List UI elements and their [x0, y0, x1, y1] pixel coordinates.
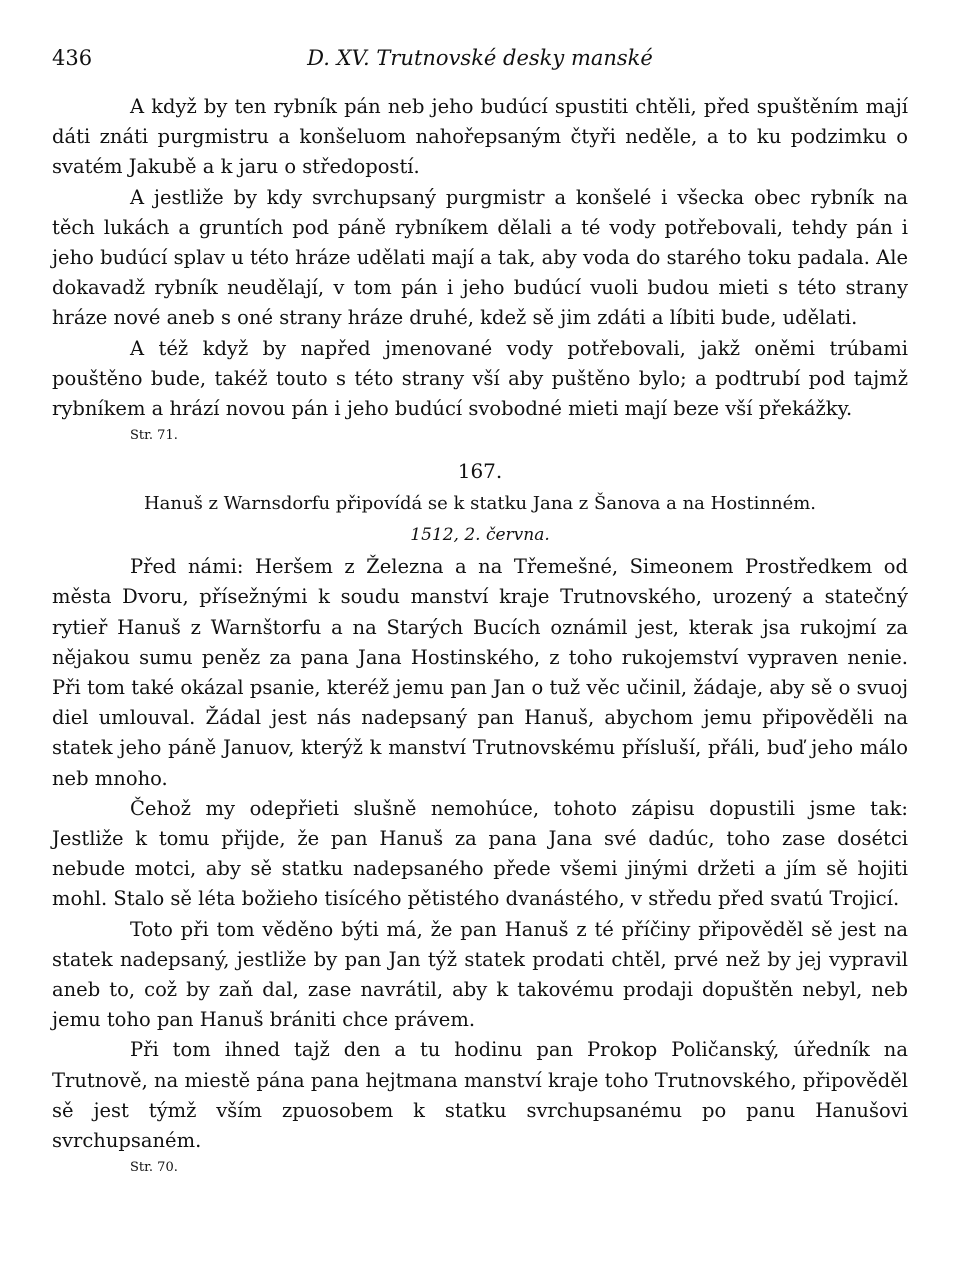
paragraph: Toto při tom věděno býti má, že pan Hanuš z té příčiny připověděl sě jest na statek nadepsaný, jestliže by pan Jan týž statek prodati chtěl, prvé než by jej vypravil aneb to, což by zaň dal, zase navrátil, aby k takovému prodaji dopuštěn nebyl, neb jemu toho pan Hanuš brániti chce právem.: [52, 917, 908, 1032]
document-heading: Hanuš z Warnsdorfu připovídá se k statku Jana z Šanova a na Hostinném.: [143, 493, 817, 515]
document-date: 1512, 2. června.: [410, 525, 550, 546]
paragraph: A též když by napřed jmenované vody potřebovali, jakž oněmi trúbami pouštěno bude, takéž touto s této strany vší aby puštěno bylo; a podtrubí pod tajmž rybníkem a hrází novou pán i jeho budúcí svobodné mieti mají beze vší překážky.: [52, 336, 908, 421]
running-head: [52, 42, 908, 76]
page-number: 436: [52, 46, 93, 70]
paragraph: A jestliže by kdy svrchupsaný purgmistr a konšelé i všecka obec rybník na těch lukách a gruntích pod páně rybníkem dělali a té vody potřebovali, tehdy pán i jeho budúcí splav u této hráze udělati mají a tak, aby voda do starého toku padala. Ale dokavadž rybník neudělají, v tom pán i jeho budúcí vuoli budou mieti s této strany hráze nové aneb s oné strany hráze druhé, kdež sě jim zdáti a líbiti bude, udělati.: [52, 185, 908, 330]
paragraph: A když by ten rybník pán neb jeho budúcí spustiti chtěli, před spuštěním mají dáti znáti purgmistru a konšeluom nahořepsaným čtyři neděle, a to ku podzimku o svatém Jakubě a k jaru o středopostí.: [52, 95, 908, 179]
document-166-end: [52, 92, 908, 448]
paragraph: Čehož my odepřieti slušně nemohúce, tohoto zápisu dopustili jsme tak: Jestliže k tomu přijde, že pan Hanuš za pana Jana své dadúc, toho zase dosétci nebude motci, aby sě statku nadepsaného přede všemi jinými držeti a jím sě hojiti mohl. Stalo sě léta božieho tisícého pětistého dvanástého, v středu před svatú Trojicí.: [52, 796, 908, 911]
paragraph: Před námi: Heršem z Železna a na Třemešné, Simeonem Prostředkem od města Dvoru, přísežnými k soudu manství kraje Trutnovského, urozený a statečný rytieř Hanuš z Warnštorfu a na Starých Bucích oznámil jest, kterak jsa rukojmí za nějakou sumu peněz za pana Jana Hostinského, z toho rukojemství vypraven nenie. Při tom také okázal psanie, kteréž jemu pan Jan o tuž věc učinil, žádaje, aby sě o svuoj diel umlouval. Žádal jest nás nadepsaný pan Hanuš, abychom jemu připověděli na statek jeho páně Januov, kterýž k manství Trutnovskému přísluší, přáli, buď jeho málo neb mnoho.: [52, 555, 908, 790]
source-reference: Str. 71.: [130, 428, 178, 444]
running-title: D. XV. Trutnovské desky manské: [307, 46, 653, 70]
page-body: [52, 92, 908, 1180]
source-reference: Str. 70.: [130, 1160, 178, 1176]
document-number: 167.: [457, 459, 503, 484]
document-167: [52, 454, 908, 1180]
paragraph: Při tom ihned tajž den a tu hodinu pan Prokop Poličanský, úředník na Trutnově, na miestě pána pana hejtmana manství kraje toho Trutnovského, připověděl sě jest týmž vším zpuosobem k statku svrchupsanému po panu Hanušovi svrchupsaném.: [52, 1038, 908, 1153]
